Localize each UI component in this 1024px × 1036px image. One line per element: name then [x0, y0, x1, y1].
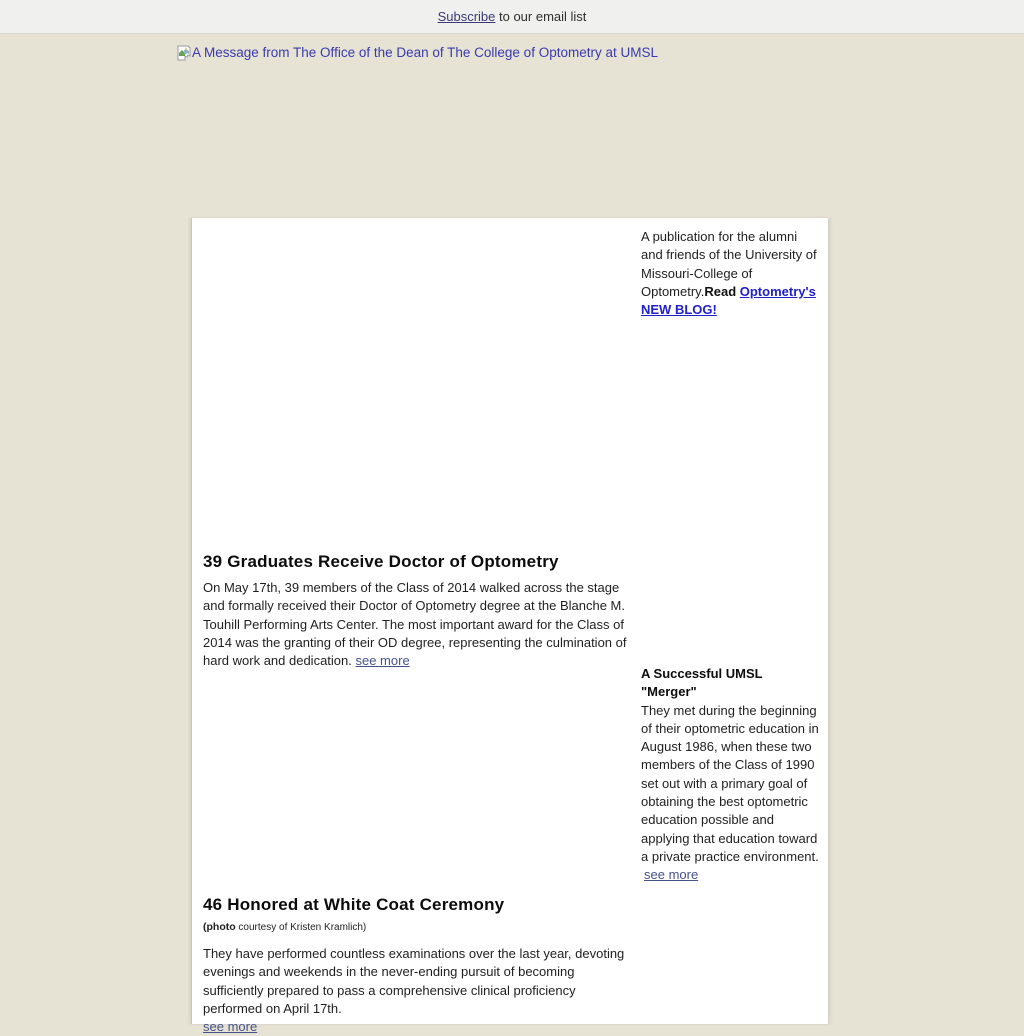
merger-see-more-link[interactable]: see more	[644, 867, 699, 883]
subscribe-bar	[0, 0, 1024, 34]
graduates-see-more-link[interactable]: see more	[355, 653, 410, 669]
whitecoat-see-more-link[interactable]: see more	[203, 1019, 258, 1035]
photo-credit-prefix: (photo	[203, 921, 236, 933]
newsletter-body	[191, 218, 829, 1035]
new-blog-link[interactable]: Optometry's NEW BLOG!	[641, 283, 816, 318]
article-graduates-heading: 39 Graduates Receive Doctor of Optometry	[203, 552, 559, 571]
article-graduates-body	[203, 579, 635, 670]
header-banner-link[interactable]	[177, 45, 658, 61]
merger-heading: A Successful UMSL "Merger"	[641, 666, 763, 700]
intro-blurb	[641, 228, 820, 319]
merger-story	[641, 665, 820, 885]
broken-image-icon	[177, 45, 191, 61]
article-whitecoat-heading: 46 Honored at White Coat Ceremony	[203, 895, 505, 914]
subscribe-link[interactable]: Subscribe	[437, 9, 496, 24]
intro-read-label: Read	[704, 283, 740, 299]
intro-text: A publication for the alumni and friends of the University of Missouri-College of Optometry.	[641, 229, 817, 299]
merger-body: They met during the beginning of their optometric education in August 1986, when these two members of the Class of 1990 set out with a primary goal of obtaining the best optometric education possible and applying that education toward a private practice environment.	[641, 702, 819, 864]
article-graduates-text: On May 17th, 39 members of the Class of 2014 walked across the stage and formally received their Doctor of Optometry degree at the Blanche M. Touhill Performing Arts Center. The most important award for the Class of 2014 was the granting of their OD degree, representing the culmination of hard work and dedication.	[203, 580, 627, 669]
article-whitecoat-text: They have performed countless examinations over the last year, devoting evenings and weekends in the never-ending pursuit of becoming sufficiently prepared to pass a comprehensive clinical proficiency performed on April 17th.	[203, 946, 625, 1016]
photo-credit	[203, 921, 366, 933]
article-whitecoat-body	[203, 945, 635, 1036]
photo-credit-suffix: courtesy of Kristen Kramlich)	[235, 922, 367, 933]
banner-alt-text: A Message from The Office of the Dean of The College of Optometry at UMSL	[192, 45, 658, 60]
subscribe-bar-text: to our email list	[495, 9, 587, 24]
